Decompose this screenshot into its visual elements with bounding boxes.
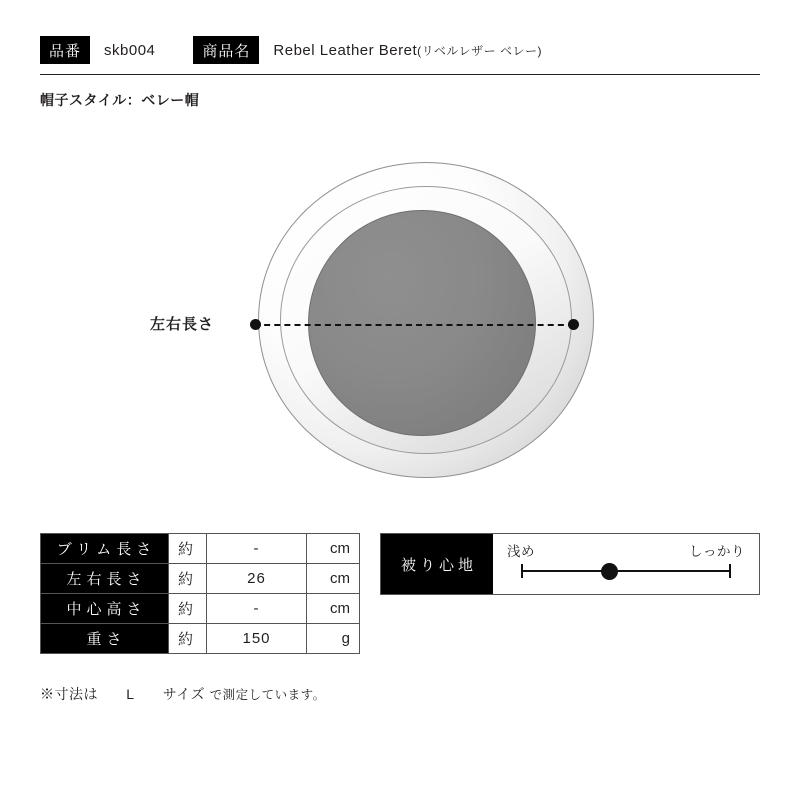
measurements-table [40,533,360,654]
fit-gauge-body [493,534,759,594]
fit-gauge-cap-left [521,564,523,578]
product-name-value [259,36,542,64]
fit-gauge-endpoints [493,540,759,560]
table-row [41,624,360,654]
hat-style-line: 帽子スタイル：ベレー帽 [40,92,200,108]
width-dimension-label: 左右長さ [150,316,215,333]
fit-gauge-cap-right [729,564,731,578]
row-unit: cm [307,534,360,564]
product-name-label: 商品名 [193,36,259,64]
row-unit: cm [307,594,360,624]
measurement-note [40,684,326,704]
product-code-label: 品番 [40,36,90,64]
row-key: 中心高さ [41,594,169,624]
fit-gauge-track [521,570,731,572]
product-name-main: Rebel Leather Beret [273,41,418,59]
row-key: ブリム長さ [41,534,169,564]
note-size-value: L [126,686,135,702]
note-prefix: ※寸法は [40,686,98,702]
note-middle: サイズ [162,686,206,702]
product-code-value: skb004 [104,41,156,59]
row-approx: 約 [169,594,207,624]
product-name-japanese: (リベルレザー ベレー) [417,43,542,58]
fit-gauge [380,533,760,595]
beret-crown [308,210,536,436]
row-approx: 約 [169,534,207,564]
row-key: 重さ [41,624,169,654]
header-spacer [155,36,193,64]
fit-max-label: しっかり [689,544,745,559]
dot-marker-right-icon [568,319,579,330]
row-approx: 約 [169,624,207,654]
fit-min-label: 浅め [507,544,535,559]
table-row [41,594,360,624]
fit-gauge-label: 被り心地 [381,534,493,594]
row-unit: g [307,624,360,654]
header-divider [40,74,760,75]
row-value: 26 [207,564,307,594]
width-dimension-line [254,324,574,326]
table-row [41,564,360,594]
row-value: 150 [207,624,307,654]
row-key: 左右長さ [41,564,169,594]
table-row [41,534,360,564]
fit-gauge-marker [601,563,618,580]
row-approx: 約 [169,564,207,594]
hat-illustration [150,150,650,490]
note-suffix: で測定しています。 [209,688,326,702]
product-header [40,36,760,64]
dot-marker-left-icon [250,319,261,330]
row-unit: cm [307,564,360,594]
row-value: - [207,594,307,624]
row-value: - [207,534,307,564]
